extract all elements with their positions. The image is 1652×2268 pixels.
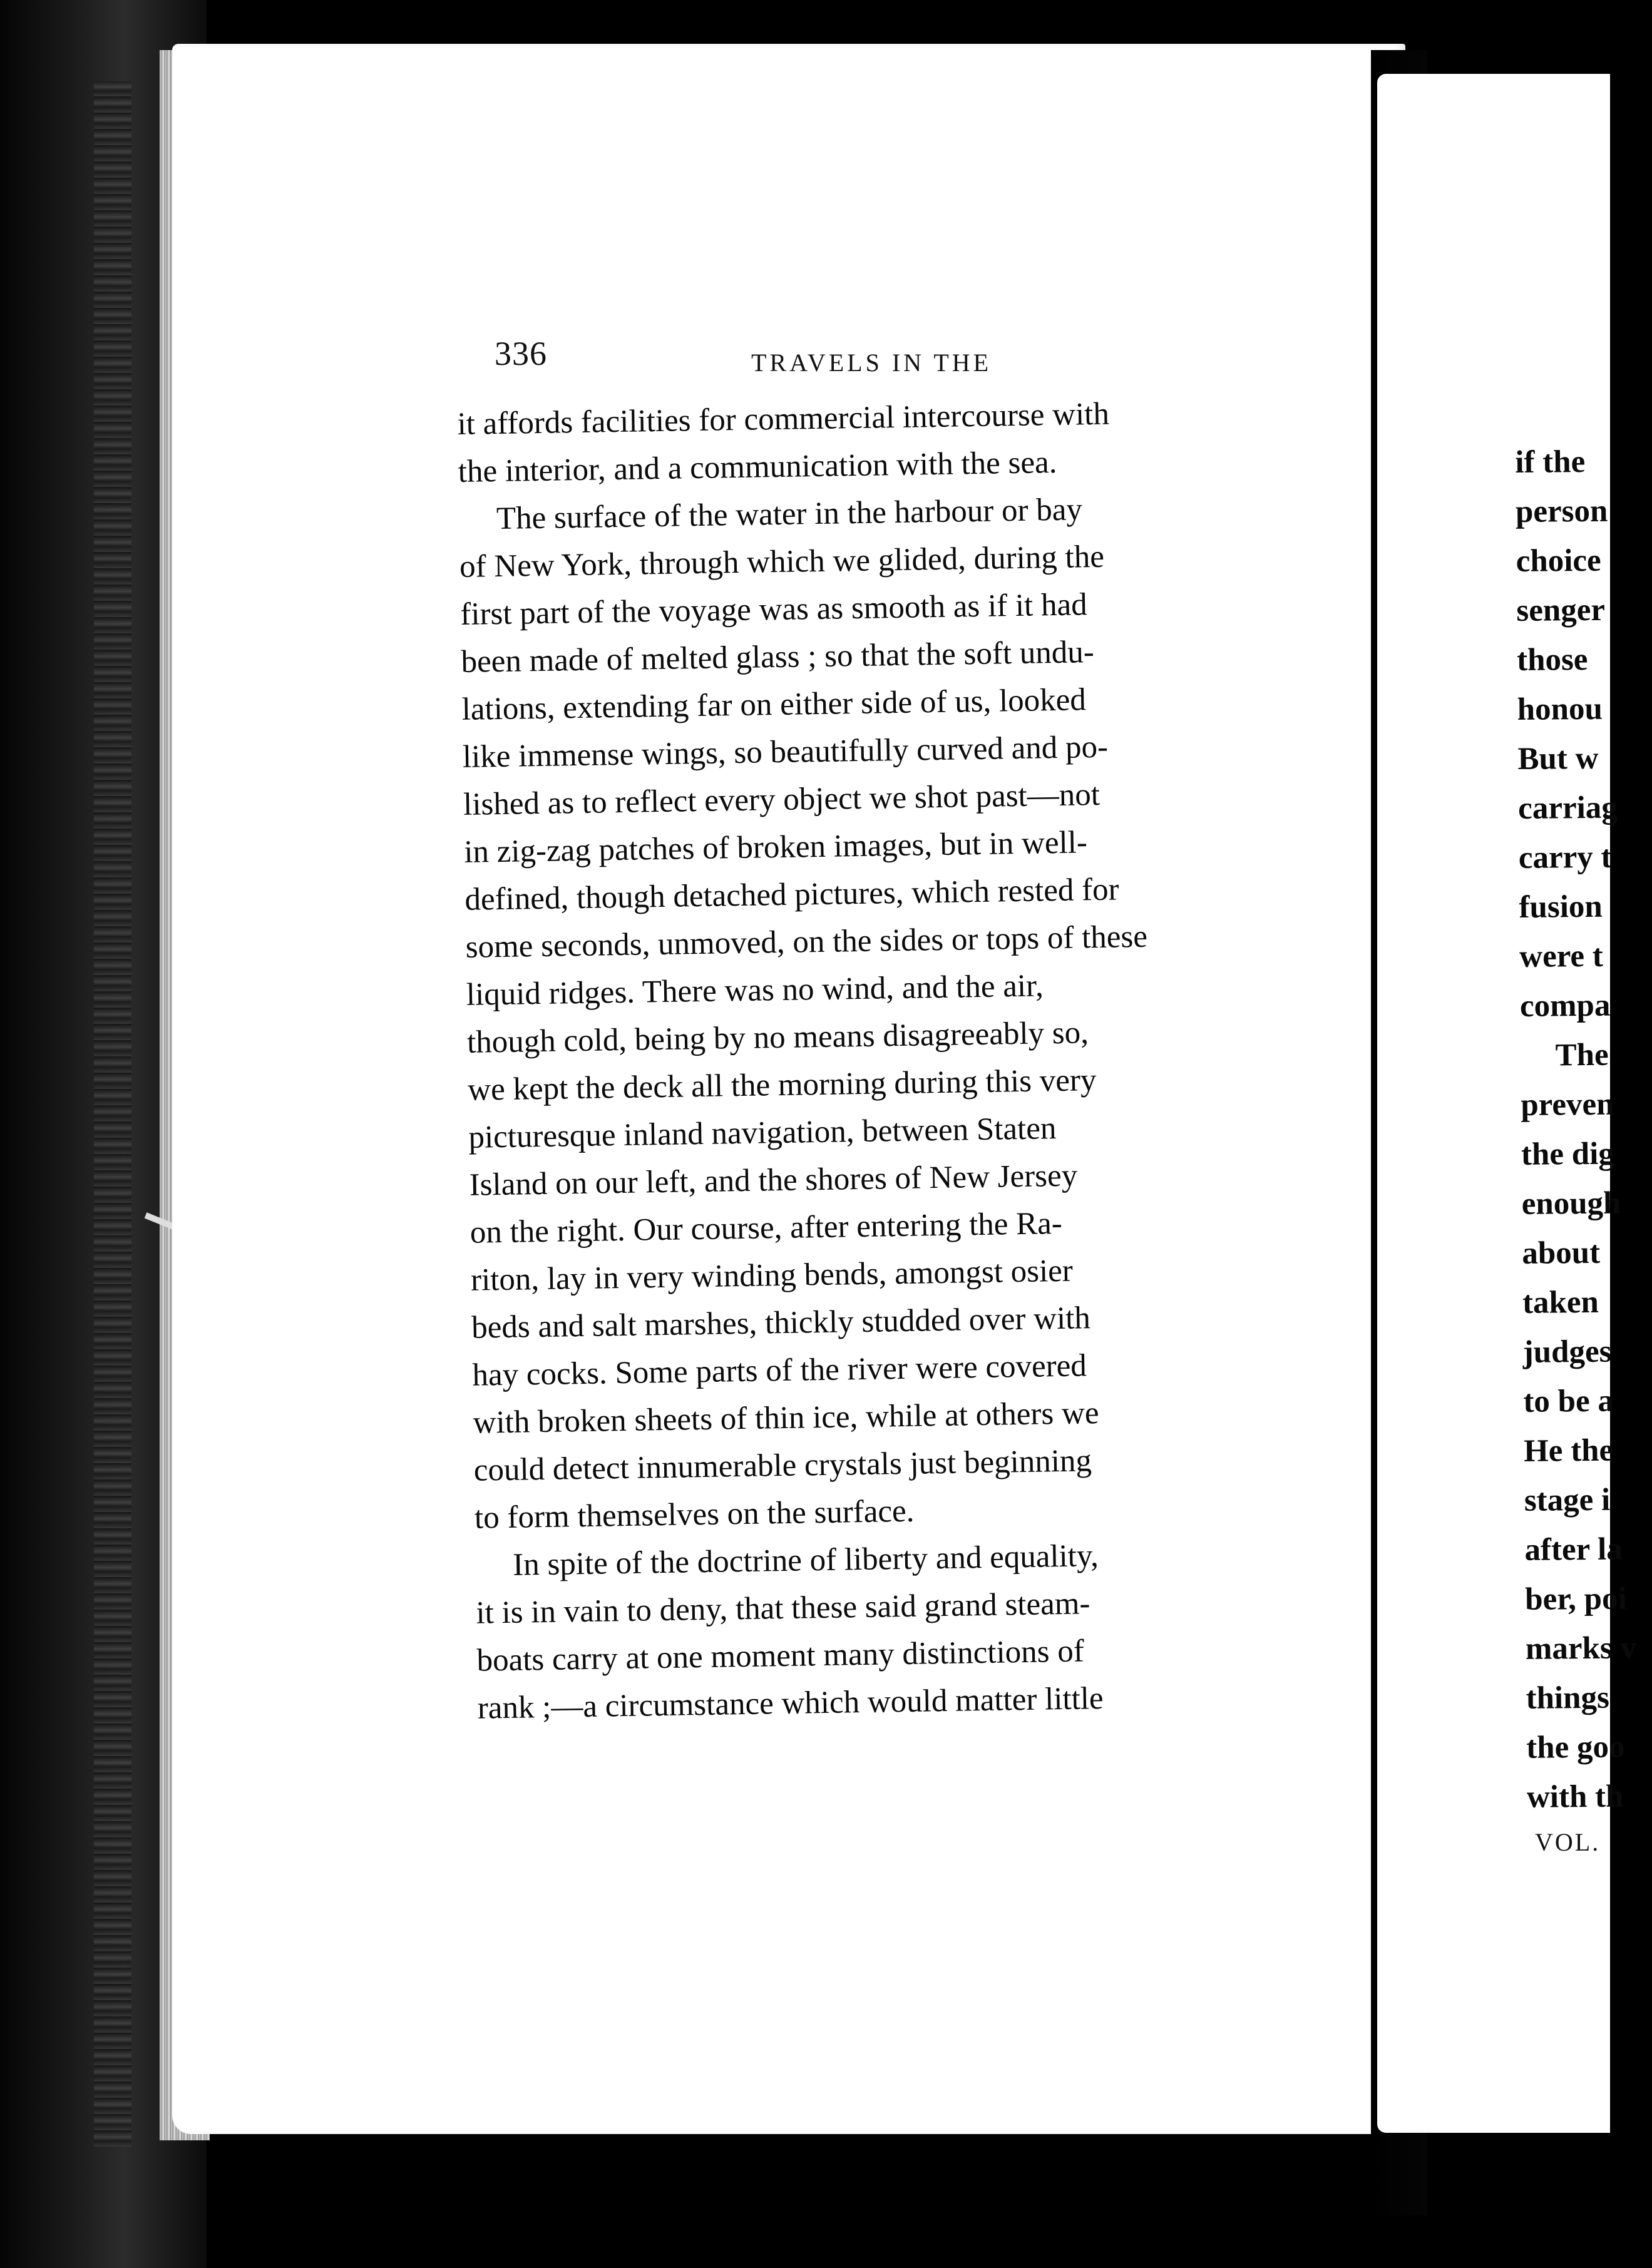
text-line: things bbox=[1526, 1680, 1610, 1716]
text-line: preven bbox=[1521, 1086, 1614, 1123]
text-line: of New York, through which we glided, during the bbox=[459, 539, 1105, 585]
text-line: been made of melted glass ; so that the soft undu- bbox=[461, 635, 1095, 680]
text-line: ber, poi bbox=[1524, 1581, 1627, 1617]
binding-texture bbox=[94, 81, 131, 2147]
text-line: He the bbox=[1523, 1433, 1614, 1469]
text-line: it is in vain to deny, that these said grand steam- bbox=[476, 1586, 1090, 1631]
text-line: enough bbox=[1521, 1185, 1621, 1222]
text-line: were t bbox=[1519, 938, 1604, 974]
right-page-body-text bbox=[1515, 437, 1652, 1822]
left-page-body-text bbox=[457, 388, 1291, 1732]
text-line: In spite of the doctrine of liberty and equality, bbox=[512, 1538, 1099, 1583]
text-line: lations, extending far on either side of us, looked bbox=[461, 682, 1087, 727]
text-line: the interior, and a communication with the sea. bbox=[458, 444, 1057, 489]
text-line: we kept the deck all the morning during this very bbox=[467, 1063, 1097, 1108]
text-line: first part of the voyage was as smooth as if it had bbox=[459, 587, 1088, 632]
text-line: The surface of the water in the harbour or bay bbox=[496, 492, 1083, 537]
text-line: to be a bbox=[1523, 1383, 1614, 1419]
right-page-footer: VOL. bbox=[1535, 1828, 1601, 1856]
text-line: the dig bbox=[1521, 1136, 1615, 1172]
text-line: carry t bbox=[1518, 839, 1612, 876]
text-line: after la bbox=[1524, 1531, 1623, 1568]
text-line: fusion bbox=[1519, 889, 1603, 925]
text-line: some seconds, unmoved, on the sides or tops of these bbox=[465, 919, 1148, 965]
text-line: if the bbox=[1515, 444, 1586, 480]
text-line: in zig-zag patches of broken images, but in well- bbox=[463, 825, 1088, 870]
text-line: choice bbox=[1516, 543, 1601, 579]
text-line: hay cocks. Some parts of the river were covered bbox=[472, 1348, 1087, 1393]
text-line: with th bbox=[1526, 1779, 1624, 1815]
text-line: But w bbox=[1517, 740, 1599, 777]
text-line: on the right. Our course, after entering the Ra- bbox=[469, 1205, 1063, 1250]
text-line: The bbox=[1555, 1037, 1609, 1073]
text-line: defined, though detached pictures, which rested for bbox=[464, 872, 1119, 917]
text-line: person bbox=[1515, 493, 1608, 529]
text-line: marks v bbox=[1525, 1630, 1637, 1667]
text-line: picturesque inland navigation, between Staten bbox=[468, 1111, 1057, 1155]
text-line: carriag bbox=[1517, 790, 1618, 826]
text-line: liquid ridges. There was no wind, and the air, bbox=[466, 968, 1044, 1013]
text-line: with broken sheets of thin ice, while at others we bbox=[473, 1396, 1099, 1441]
text-line: taken bbox=[1522, 1284, 1599, 1320]
page-number: 336 bbox=[495, 335, 547, 372]
text-line: riton, lay in very winding bends, amongst osier bbox=[470, 1253, 1074, 1298]
text-line: Island on our left, and the shores of New Jersey bbox=[469, 1158, 1078, 1203]
running-head-title: TRAVELS IN THE bbox=[751, 349, 992, 377]
text-line: rank ;—a circumstance which would matter little bbox=[477, 1681, 1104, 1726]
text-line: honou bbox=[1517, 691, 1603, 727]
text-line: boats carry at one moment many distinctions of bbox=[476, 1633, 1085, 1678]
text-line: senger bbox=[1516, 592, 1606, 628]
text-line: it affords facilities for commercial intercourse with bbox=[457, 396, 1110, 442]
text-line: the goo bbox=[1526, 1729, 1625, 1765]
text-line: stage i bbox=[1524, 1482, 1611, 1518]
text-line: to form themselves on the surface. bbox=[474, 1493, 915, 1536]
text-line: about bbox=[1522, 1235, 1601, 1271]
text-line: lished as to reflect every object we shot past—not bbox=[463, 777, 1100, 822]
text-line: like immense wings, so beautifully curved and po- bbox=[462, 729, 1109, 775]
text-line: judges bbox=[1522, 1334, 1612, 1370]
text-line: though cold, being by no means disagreeably so, bbox=[466, 1015, 1089, 1060]
text-line: could detect innumerable crystals just beginning bbox=[473, 1443, 1092, 1488]
text-line: those bbox=[1516, 641, 1588, 678]
running-head bbox=[495, 325, 1283, 375]
text-line: compa bbox=[1519, 988, 1611, 1024]
text-line: beds and salt marshes, thickly studded over with bbox=[471, 1300, 1091, 1346]
